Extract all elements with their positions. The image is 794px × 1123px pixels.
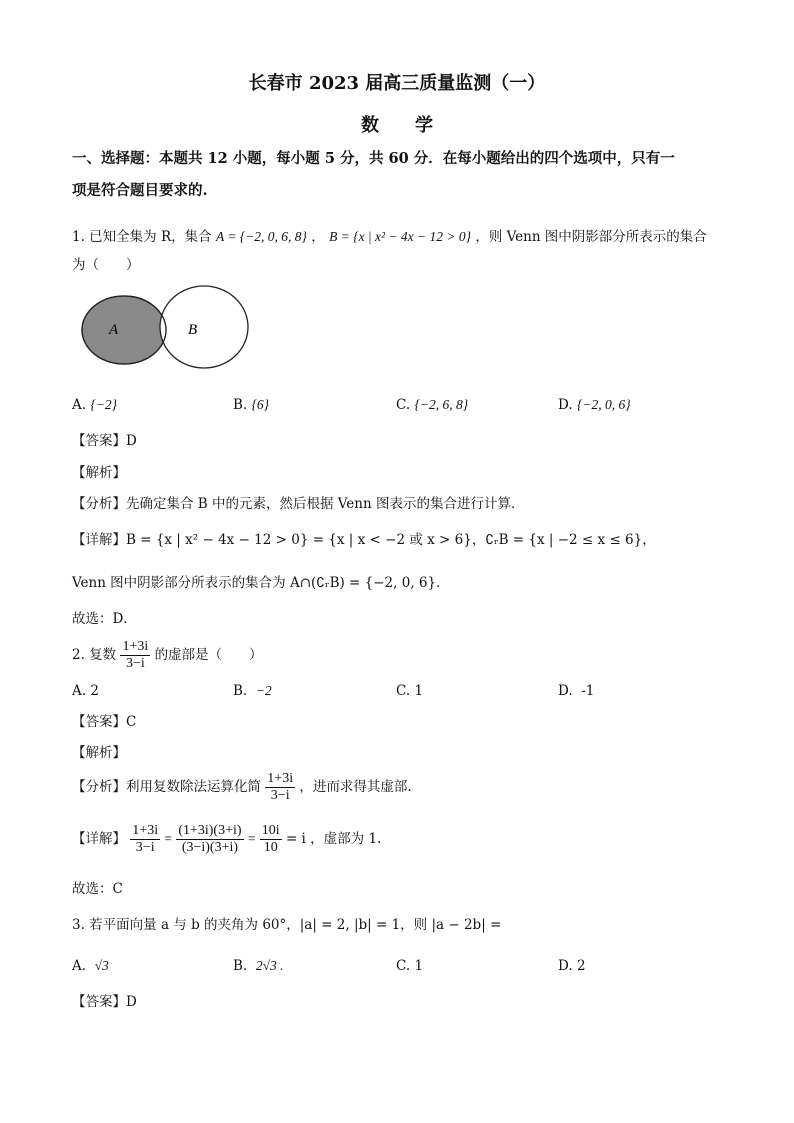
q1-fenxi: 【分析】先确定集合 B 中的元素，然后根据 Venn 图表示的集合进行计算． [72, 496, 525, 512]
q1-analysis-label: 【解析】 [72, 465, 126, 481]
q3-option-c: C. 1 [396, 958, 424, 974]
q1-lead-text: 1. 已知全集为 R，集合 [72, 229, 212, 245]
q2-xj-result: = i ，虚部为 1. [285, 831, 382, 847]
q1-lead [72, 228, 707, 246]
q2-tail: 的虚部是（ ） [154, 647, 263, 663]
q3-question: 3. 若平面向量 a 与 b 的夹角为 60°，|a| = 2, |b| = 1，则 |a − 2b| = [72, 917, 502, 933]
q1-sep: ， [311, 229, 325, 245]
q1-choose: 故选：D． [72, 611, 137, 627]
venn-label-a: A [109, 322, 119, 338]
section-heading-line1: 一、选择题：本题共 12 小题，每小题 5 分，共 60 分．在每小题给出的四个选项中，只有一 [72, 150, 675, 167]
q2-xj-frac2: $\frac{(1+3i)(3+i)}{(3-i)(3+i)}$ [178, 823, 242, 855]
q2-xj-frac3: $\frac{10i}{10}$ [261, 823, 280, 855]
q2-xiangjie: 【详解】 $\frac{1+3i}{3-i}$ = $\frac{(1+3i)(3+i)}{(3-i)(3+i)}$ = $\frac{10i}{10}$ = i ，虚部为 1. [72, 823, 382, 855]
q1-venn-line: Venn 图中阴影部分所表示的集合为 A∩(∁ᵣB) = {−2, 0, 6}． [72, 575, 450, 591]
q1-xiangjie: 【详解】B = {x | x² − 4x − 12 > 0} = {x | x < −2 或 x > 6}，∁ᵣB = {x | −2 ≤ x ≤ 6}， [72, 532, 656, 548]
page-title: 长春市 2023 届高三质量监测（一） [248, 73, 546, 94]
q2-fenxi-tail: ，进而求得其虚部. [299, 779, 412, 795]
q2-frac-num: 1+3i [122, 639, 149, 654]
q2-answer: 【答案】C [72, 714, 137, 730]
q2-fenxi-lead: 【分析】利用复数除法运算化简 [72, 779, 261, 795]
q2-analysis-label: 【解析】 [72, 745, 126, 761]
q2-xj-frac1: $\frac{1+3i}{3-i}$ [132, 823, 159, 855]
q1-answer: 【答案】D [72, 433, 137, 449]
q1-option-b: B. {6} [233, 397, 270, 413]
venn-set-b [160, 286, 248, 368]
q2-xiangjie-lead: 【详解】 [72, 831, 126, 847]
q2-option-a: A. 2 [72, 683, 99, 699]
q2-option-c: C. 1 [396, 683, 424, 699]
q2-option-d: D. -1 [558, 683, 595, 699]
venn-diagram [76, 284, 252, 376]
q1-tail: ，则 Venn 图中阴影部分所表示的集合 [475, 229, 707, 245]
q3-answer: 【答案】D [72, 994, 137, 1010]
q3-option-a: A. √3 [72, 958, 109, 974]
q2-option-b: B. −2 [233, 683, 272, 699]
q2-question [72, 636, 263, 674]
venn-label-b: B [188, 322, 198, 338]
q1-option-a: A. {−2} [72, 397, 118, 413]
q2-fenxi [72, 768, 412, 806]
q3-option-d: D. 2 [558, 958, 586, 974]
subject-title: 数 学 [361, 115, 433, 136]
q1-set-a: A = {−2, 0, 6, 8} [215, 229, 307, 244]
q2-fenxi-fraction: $\frac{1+3i}{3-i}$ [267, 771, 294, 803]
q3-option-b: B. 2√3 . [233, 958, 284, 974]
section-heading-line2: 项是符合题目要求的. [72, 182, 208, 199]
q2-choose: 故选：C [72, 881, 123, 897]
q2-fraction [120, 639, 150, 672]
q2-lead: 2. 复数 [72, 647, 117, 663]
q1-option-c: C. {−2, 6, 8} [396, 397, 469, 413]
q1-option-d: D. {−2, 0, 6} [558, 397, 631, 413]
q2-frac-den: 3−i [125, 656, 145, 671]
q1-line2: 为（ ） [72, 257, 140, 273]
q1-set-b: B = {x | x² − 4x − 12 > 0} [329, 229, 472, 244]
